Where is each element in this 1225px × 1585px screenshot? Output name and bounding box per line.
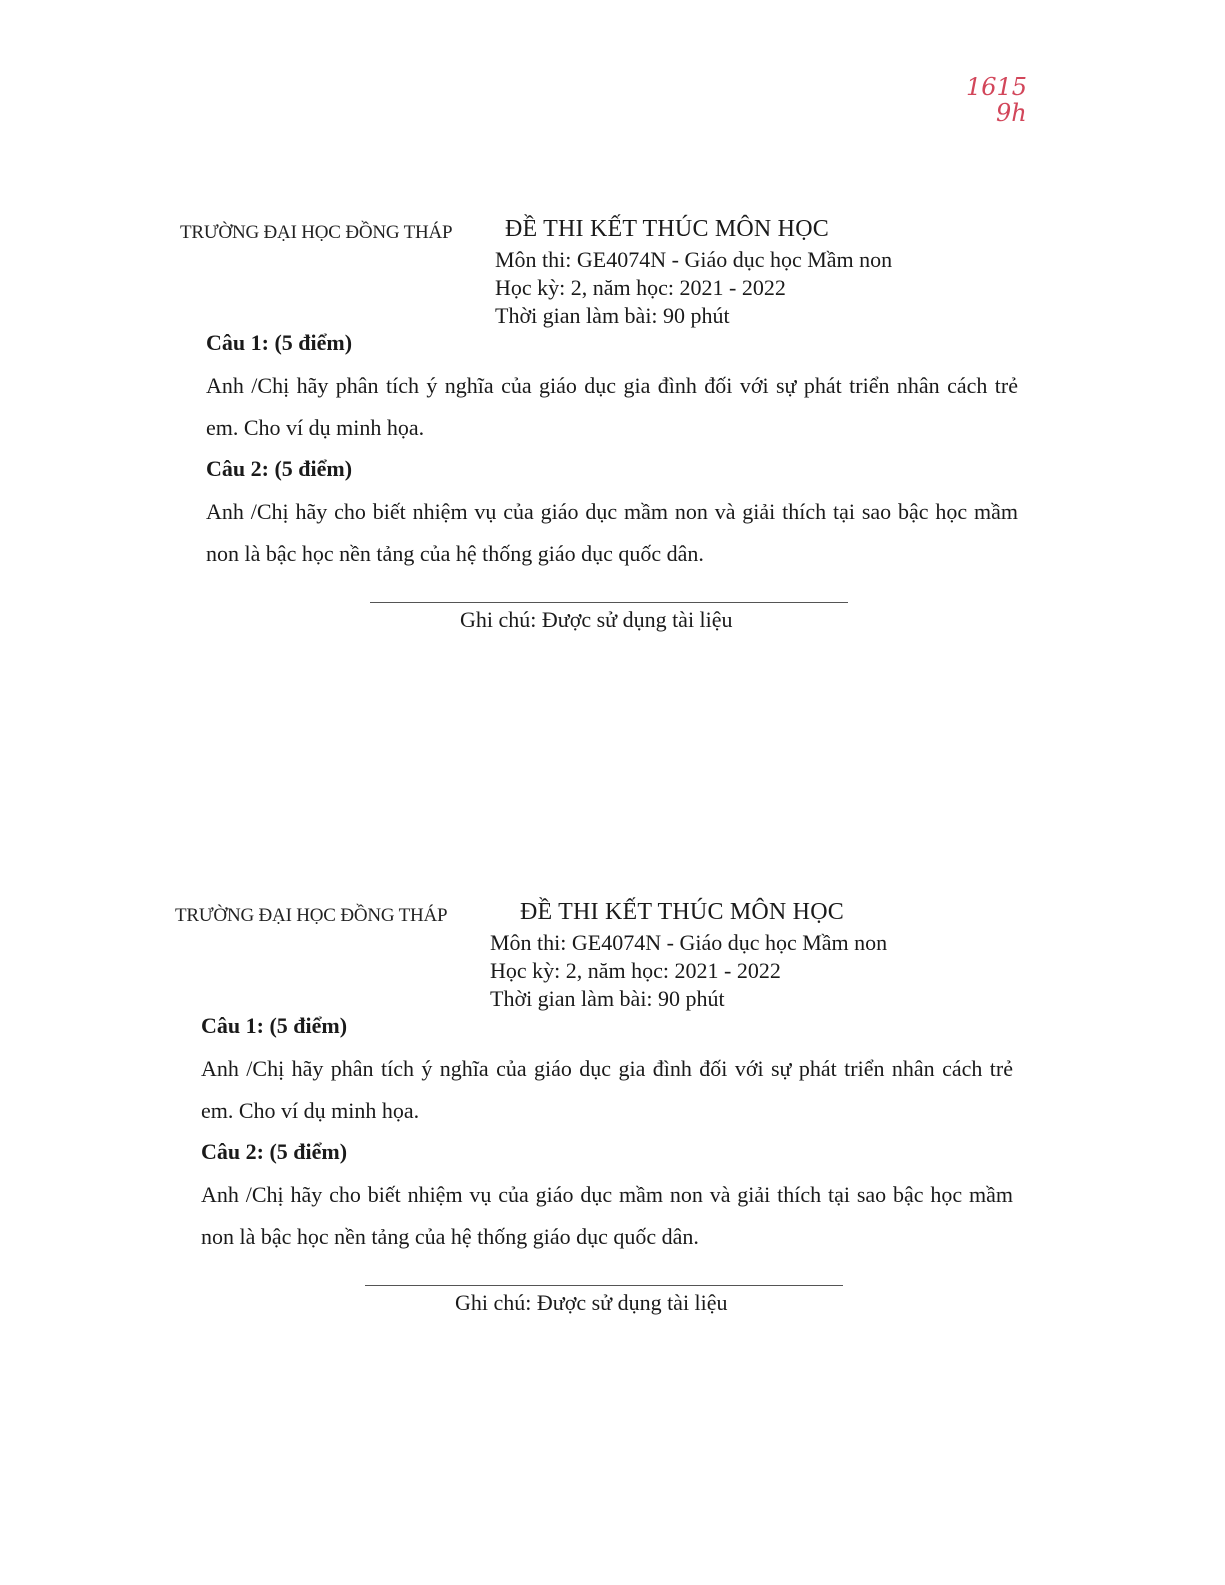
exam-note: Ghi chú: Được sử dụng tài liệu — [460, 607, 733, 632]
divider-line — [370, 602, 848, 603]
question-1-text: Anh /Chị hãy phân tích ý nghĩa của giáo dục gia đình đối với sự phát triển nhân cách trẻ em. Cho ví dụ minh họa. — [201, 1056, 1013, 1123]
exam-duration: Thời gian làm bài: 90 phút — [495, 303, 730, 328]
school-name: TRƯỜNG ĐẠI HỌC ĐỒNG THÁP — [175, 905, 448, 926]
exam-semester: Học kỳ: 2, năm học: 2021 - 2022 — [490, 958, 781, 983]
exam-title: ĐỀ THI KẾT THÚC MÔN HỌC — [520, 899, 844, 925]
question-1-text: Anh /Chị hãy phân tích ý nghĩa của giáo dục gia đình đối với sự phát triển nhân cách trẻ em. Cho ví dụ minh họa. — [206, 373, 1018, 440]
exam-note: Ghi chú: Được sử dụng tài liệu — [455, 1290, 728, 1315]
handwritten-note-line1: 1615 — [966, 73, 1028, 101]
question-2-label: Câu 2: (5 điểm) — [206, 456, 353, 481]
divider-line — [365, 1285, 843, 1286]
question-2-text: Anh /Chị hãy cho biết nhiệm vụ của giáo dục mầm non và giải thích tại sao bậc học mầm non là bậc học nền tảng của hệ thống giáo dục quốc dân. — [206, 499, 1018, 566]
question-1-label: Câu 1: (5 điểm) — [206, 330, 353, 355]
exam-subject: Môn thi: GE4074N - Giáo dục học Mầm non — [495, 247, 893, 272]
exam-duration: Thời gian làm bài: 90 phút — [490, 986, 725, 1011]
handwritten-note — [966, 74, 1046, 126]
handwritten-note-line2: 9h — [996, 99, 1027, 127]
exam-title: ĐỀ THI KẾT THÚC MÔN HỌC — [505, 216, 829, 242]
school-name: TRƯỜNG ĐẠI HỌC ĐỒNG THÁP — [180, 222, 453, 243]
exam-semester: Học kỳ: 2, năm học: 2021 - 2022 — [495, 275, 786, 300]
question-2-label: Câu 2: (5 điểm) — [201, 1139, 348, 1164]
question-2-text: Anh /Chị hãy cho biết nhiệm vụ của giáo dục mầm non và giải thích tại sao bậc học mầm non là bậc học nền tảng của hệ thống giáo dục quốc dân. — [201, 1182, 1013, 1249]
question-1-label: Câu 1: (5 điểm) — [201, 1013, 348, 1038]
exam-subject: Môn thi: GE4074N - Giáo dục học Mầm non — [490, 930, 888, 955]
